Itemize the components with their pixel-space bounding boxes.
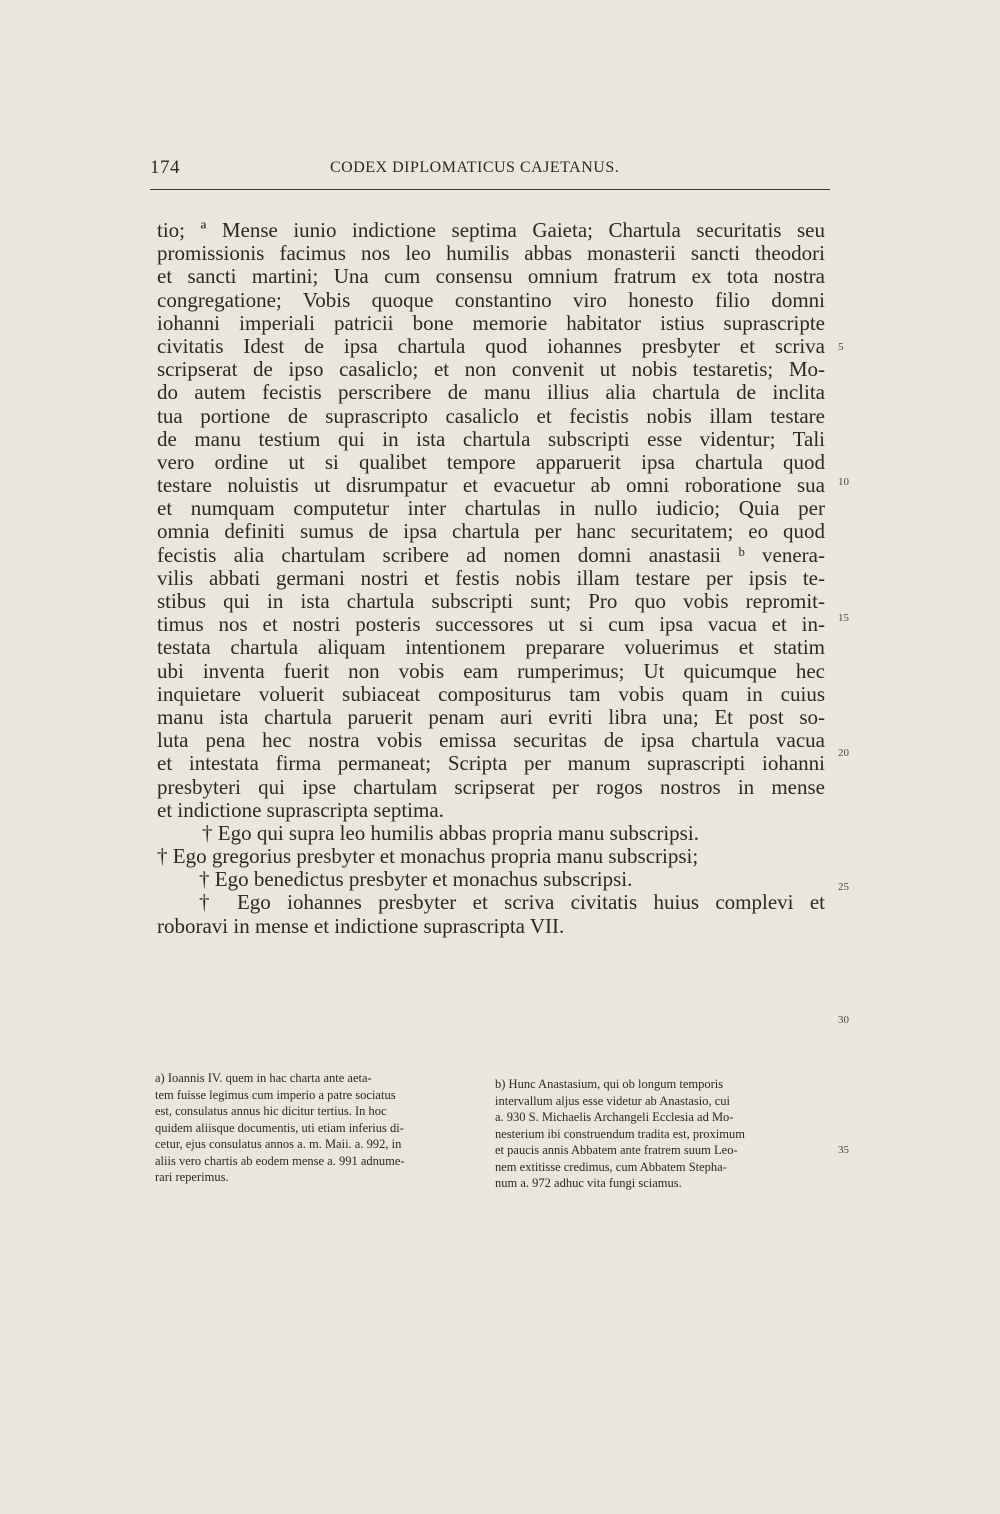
line-number: 10 xyxy=(838,476,849,488)
body-line: scripserat de ipso casaliclo; et non convenit ut nobis testaretis; Mo- xyxy=(157,357,825,382)
body-line: stibus qui in ista chartula subscripti sunt; Pro quo vobis repromit- xyxy=(157,589,825,613)
body-line: fecistis alia chartulam scribere ad nomen domni anastasii ᵇ venera- xyxy=(157,542,825,567)
body-line: de manu testium qui in ista chartula subscripti esse videntur; Tali xyxy=(157,426,825,451)
footnote-line: quidem aliisque documentis, uti etiam inferius di- xyxy=(155,1120,404,1135)
line-number: 30 xyxy=(838,1014,849,1026)
signature-line: roboravi in mense et indictione suprascripta VII. xyxy=(157,913,565,938)
line-number: 35 xyxy=(838,1144,849,1156)
footnote-line: num a. 972 adhuc vita fungi sciamus. xyxy=(495,1176,682,1190)
footnote-line: b) Hunc Anastasium, qui ob longum temporis xyxy=(495,1077,724,1091)
footnote-a xyxy=(155,1070,455,1186)
body-line: et intestata firma permaneat; Scripta per manum suprascripti iohanni xyxy=(157,751,825,776)
running-title: CODEX DIPLOMATICUS CAJETANUS. xyxy=(330,159,620,176)
running-head xyxy=(150,157,830,183)
footnote-line: intervallum aljus esse videtur ab Anastasio, cui xyxy=(495,1093,731,1108)
body-line: timus nos et nostri posteris successores ut si cum ipsa vacua et in- xyxy=(157,612,825,637)
body-line: ubi inventa fuerit non vobis eam rumperimus; Ut quicumque hec xyxy=(157,658,825,683)
signature-line: † Ego qui supra leo humilis abbas propria manu subscripsi. xyxy=(202,820,699,845)
body-line: civitatis Idest de ipsa chartula quod iohannes presbyter et scriva xyxy=(157,333,825,358)
body-line: omnia definiti sumus de ipsa chartula per hanc securitatem; eo quod xyxy=(157,519,825,544)
page-number: 174 xyxy=(150,157,180,178)
body-line: inquietare voluerit subiaceat compositurus tam vobis quam in cuius xyxy=(157,681,825,706)
footnote-line: tem fuisse legimus cum imperio a patre sociatus xyxy=(155,1087,396,1102)
body-line: presbyteri qui ipse chartulam scripserat per rogos nostros in mense xyxy=(157,774,825,799)
header-rule xyxy=(150,189,830,190)
body-line: vilis abbati germani nostri et festis nobis illam testare per ipsis te- xyxy=(157,565,825,590)
body-line: et indictione suprascripta septima. xyxy=(157,797,444,822)
footnote-line: est, consulatus annus hic dicitur tertius. In hoc xyxy=(155,1104,387,1118)
line-number: 5 xyxy=(838,341,844,353)
body-line: do autem fecistis perscribere de manu illius alia chartula de inclita xyxy=(157,380,825,405)
body-line: luta pena hec nostra vobis emissa securitas de ipsa chartula vacua xyxy=(157,728,825,753)
body-line: promissionis facimus nos leo humilis abbas monasterii sancti theodori xyxy=(157,241,825,266)
footnote-line: nem extitisse credimus, cum Abbatem Stepha- xyxy=(495,1159,727,1174)
body-line: tua portione de suprascripto casaliclo et fecistis nobis illam testare xyxy=(157,403,825,428)
line-number: 20 xyxy=(838,747,849,759)
footnote-b xyxy=(495,1076,835,1192)
body-text xyxy=(157,219,825,938)
body-line: manu ista chartula paruerit penam auri evriti libra una; Et post so- xyxy=(157,704,825,729)
footnote-line: nesterium ibi construendum tradita est, proximum xyxy=(495,1126,745,1141)
line-number: 15 xyxy=(838,612,849,624)
body-line: testata chartula aliquam intentionem preparare voluerimus et statim xyxy=(157,635,825,660)
body-line: congregatione; Vobis quoque constantino viro honesto filio domni xyxy=(157,287,825,312)
footnote-line: a. 930 S. Michaelis Archangeli Ecclesia ad Mo- xyxy=(495,1110,734,1124)
body-line: et sancti martini; Una cum consensu omnium fratrum ex tota nostra xyxy=(157,264,825,289)
body-line: tio; ª Mense iunio indictione septima Gaieta; Chartula securitatis seu xyxy=(157,218,825,242)
footnote-line: aliis vero chartis ab eodem mense a. 991 adnume- xyxy=(155,1153,405,1168)
footnote-line: rari reperimus. xyxy=(155,1170,229,1184)
line-number: 25 xyxy=(838,881,849,893)
body-line: et numquam computetur inter chartulas in nullo iudicio; Quia per xyxy=(157,496,825,521)
signature-line: † Ego iohannes presbyter et scriva civitatis huius complevi et xyxy=(199,890,825,915)
body-line: vero ordine ut si qualibet tempore apparuerit ipsa chartula quod xyxy=(157,449,825,474)
signature-line: † Ego benedictus presbyter et monachus subscripsi. xyxy=(199,867,633,892)
body-line: testare noluistis ut disrumpatur et evacuetur ab omni roboratione sua xyxy=(157,473,825,498)
footnote-line: cetur, ejus consulatus annos a. m. Maii. a. 992, in xyxy=(155,1137,402,1151)
footnote-line: a) Ioannis IV. quem in hac charta ante aeta- xyxy=(155,1071,372,1085)
body-line: iohanni imperiali patricii bone memorie habitator istius suprascripte xyxy=(157,310,825,335)
footnote-line: et paucis annis Abbatem ante fratrem suum Leo- xyxy=(495,1143,738,1157)
signature-line: † Ego gregorius presbyter et monachus propria manu subscripsi; xyxy=(157,844,699,869)
